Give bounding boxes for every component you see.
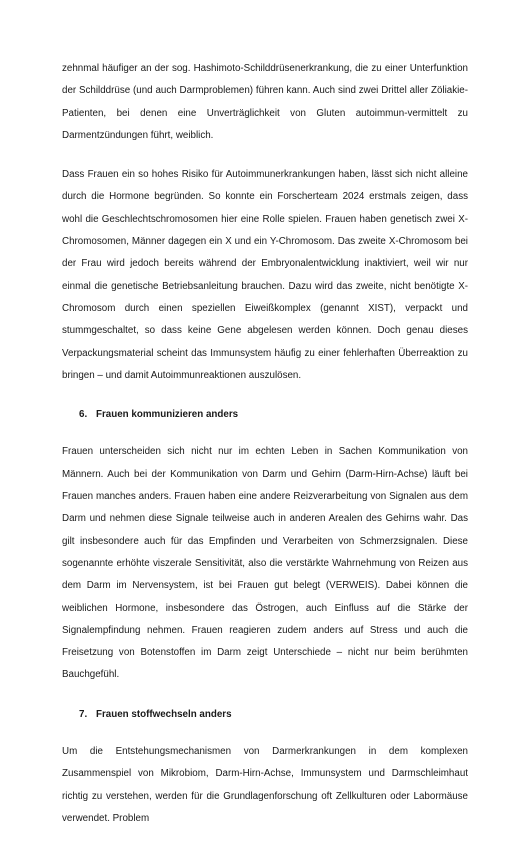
section-title: Frauen kommunizieren anders <box>96 409 239 421</box>
section-number: 6. <box>79 409 88 421</box>
section-heading-7 <box>62 704 468 726</box>
section-heading-6 <box>62 404 468 426</box>
section-number: 7. <box>79 708 88 720</box>
paragraph-research-models: Um die Entstehungsmechanismen von Darmerkrankungen in dem komplexen Zusammenspiel von Mikrobiom, Darm-Hirn-Achse, Immunsystem und Darmschleimhaut richtig zu verstehen, werden für die Grundlagenforschung oft Zellkulturen oder Labormäuse verwendet. Problem <box>62 746 468 824</box>
section-title: Frauen stoffwechseln anders <box>96 708 232 720</box>
document-page <box>62 58 468 847</box>
paragraph-x-chromosome: Dass Frauen ein so hohes Risiko für Autoimmunerkrankungen haben, lässt sich nicht alleine durch die Hormone begründen. So konnte ein Forscherteam 2024 erstmals zeigen, dass wohl die Geschlechtschromosomen hier eine Rolle spielen. Frauen haben genetisch zwei X-Chromosomen, Männer dagegen ein X und ein Y-Chromosom. Das zweite X-Chromosom bei der Frau wird jedoch bereits während der Embryonalentwicklung inaktiviert, weil wir nur einmal die genetische Betriebsanleitung brauchen. Dazu wird das zweite, nicht benötigte X-Chromosom durch einen speziellen Eiweißkomplex (genannt XIST), verpackt und stummgeschaltet, so dass keine Gene abgelesen werden können. Doch genau dieses Verpackungsmaterial scheint das Immunsystem häufig zu einer fehlerhaften Überreaktion zu bringen – und damit Autoimmunreaktionen auszulösen. <box>62 169 468 381</box>
paragraph-gut-brain-axis: Frauen unterscheiden sich nicht nur im echten Leben in Sachen Kommunikation von Männern. Auch bei der Kommunikation von Darm und Gehirn (Darm-Hirn-Achse) läuft bei Frauen manches anders. Frauen haben eine andere Reizverarbeitung von Signalen aus dem Darm und nehmen diese Signale teilweise auch in anderen Arealen des Gehirns wahr. Das gilt insbesondere auch für das Empfinden und Verarbeiten von Schmerzsignalen. Diese sogenannte erhöhte viszerale Sensitivität, also die verstärkte Wahrnehmung von Reizen aus dem Darm im Nervensystem, ist bei Frauen gut belegt (VERWEIS). Dabei können die weiblichen Hormone, insbesondere das Östrogen, auch Einfluss auf die Stärke der Signalempfindung nehmen. Frauen reagieren zudem anders auf Stress und auch die Freisetzung von Botenstoffen im Darm zeigt Unterschiede – nicht nur beim berühmten Bauchgefühl. <box>62 446 468 681</box>
paragraph-autoimmune-thyroid: zehnmal häufiger an der sog. Hashimoto-Schilddrüsenerkrankung, die zu einer Unterfunktion der Schilddrüse (und auch Darmproblemen) führen kann. Auch sind zwei Drittel aller Zöliakie-Patienten, bei denen eine Unverträglichkeit von Gluten autoimmun-vermittelt zu Darmentzündungen führt, weiblich. <box>62 63 468 141</box>
